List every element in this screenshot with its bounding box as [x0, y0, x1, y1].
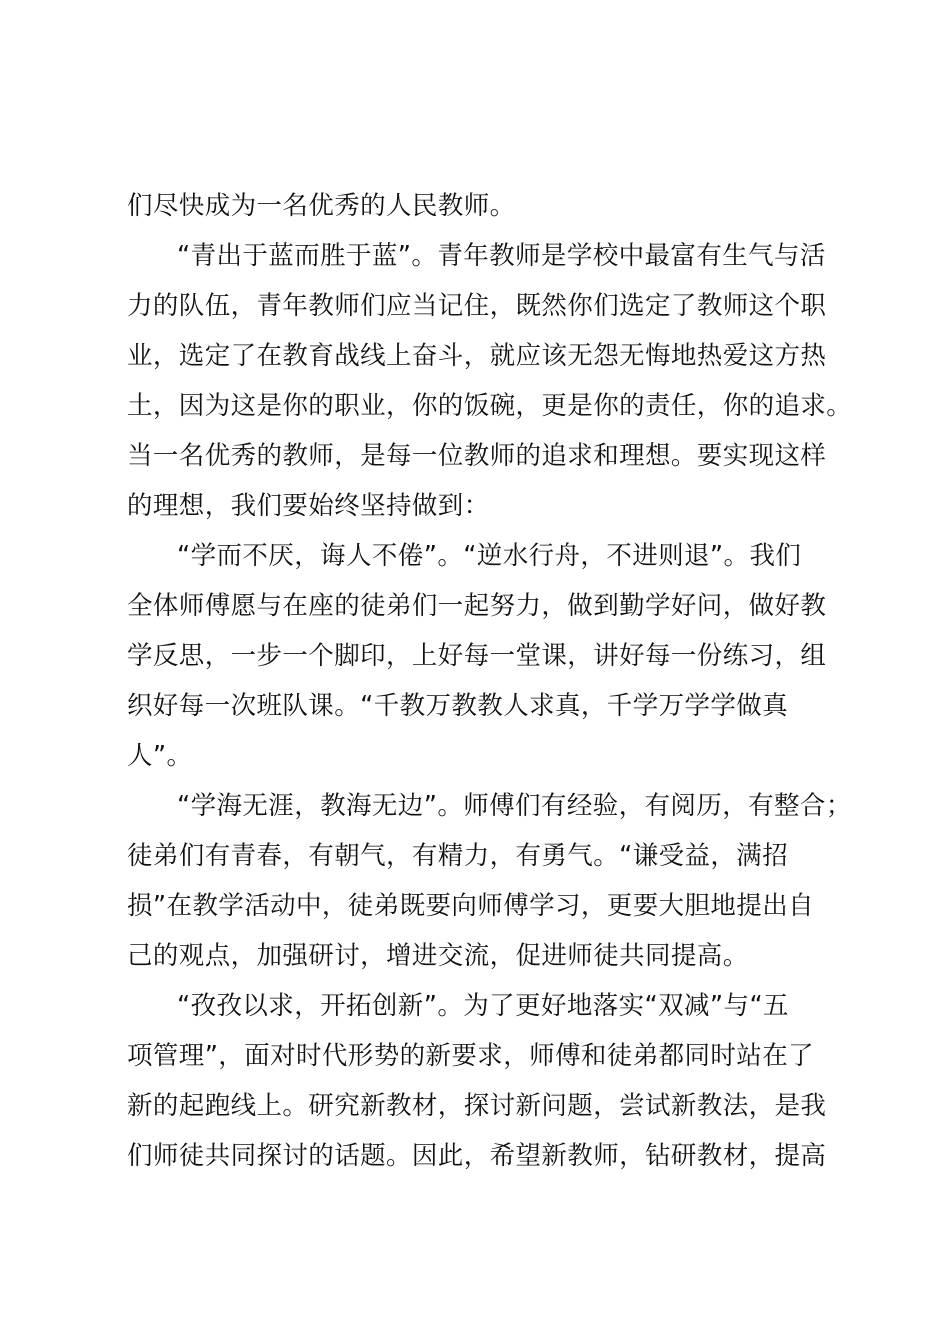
- text-line: 当一名优秀的教师，是每一位教师的追求和理想。要实现这样: [127, 441, 827, 471]
- text-line: 人”。: [127, 741, 193, 771]
- text-line: 力的队伍，青年教师们应当记住，既然你们选定了教师这个职: [127, 291, 827, 321]
- paragraph-start-line: “学海无涯，教海无边”。师傅们有经验，有阅历，有整合；: [177, 791, 852, 821]
- text-line: 织好每一次班队课。“千教万教教人求真，千学万学学做真: [127, 691, 789, 721]
- text-line: 的理想，我们要始终坚持做到：: [127, 491, 490, 521]
- text-line: 业，选定了在教育战线上奋斗，就应该无怨无悔地热爱这方热: [127, 341, 827, 371]
- text-line: 土，因为这是你的职业，你的饭碗，更是你的责任，你的追求。: [127, 391, 853, 421]
- text-line: 们尽快成为一名优秀的人民教师。: [127, 191, 516, 221]
- text-line: 们师徒共同探讨的话题。因此，希望新教师，钻研教材，提高: [127, 1141, 827, 1171]
- text-line: 损”在教学活动中，徒弟既要向师傅学习，更要大胆地提出自: [127, 891, 815, 921]
- text-line: 徒弟们有青春，有朝气，有精力，有勇气。“谦受益，满招: [127, 841, 789, 871]
- text-line: 全体师傅愿与在座的徒弟们一起努力，做到勤学好问，做好教: [127, 591, 827, 621]
- paragraph-start-line: “学而不厌，诲人不倦”。“逆水行舟，不进则退”。我们: [177, 541, 802, 571]
- text-line: 己的观点，加强研讨，增进交流，促进师徒共同提高。: [127, 941, 749, 971]
- text-line: 项管理”，面对时代形势的新要求，师傅和徒弟都同时站在了: [127, 1041, 815, 1071]
- paragraph-start-line: “孜孜以求，开拓创新”。为了更好地落实“双减”与“五: [177, 991, 789, 1021]
- text-line: 新的起跑线上。研究新教材，探讨新问题，尝试新教法，是我: [127, 1091, 827, 1121]
- text-line: 学反思，一步一个脚印，上好每一堂课，讲好每一份练习，组: [127, 641, 827, 671]
- paragraph-start-line: “青出于蓝而胜于蓝”。青年教师是学校中最富有生气与活: [177, 241, 826, 271]
